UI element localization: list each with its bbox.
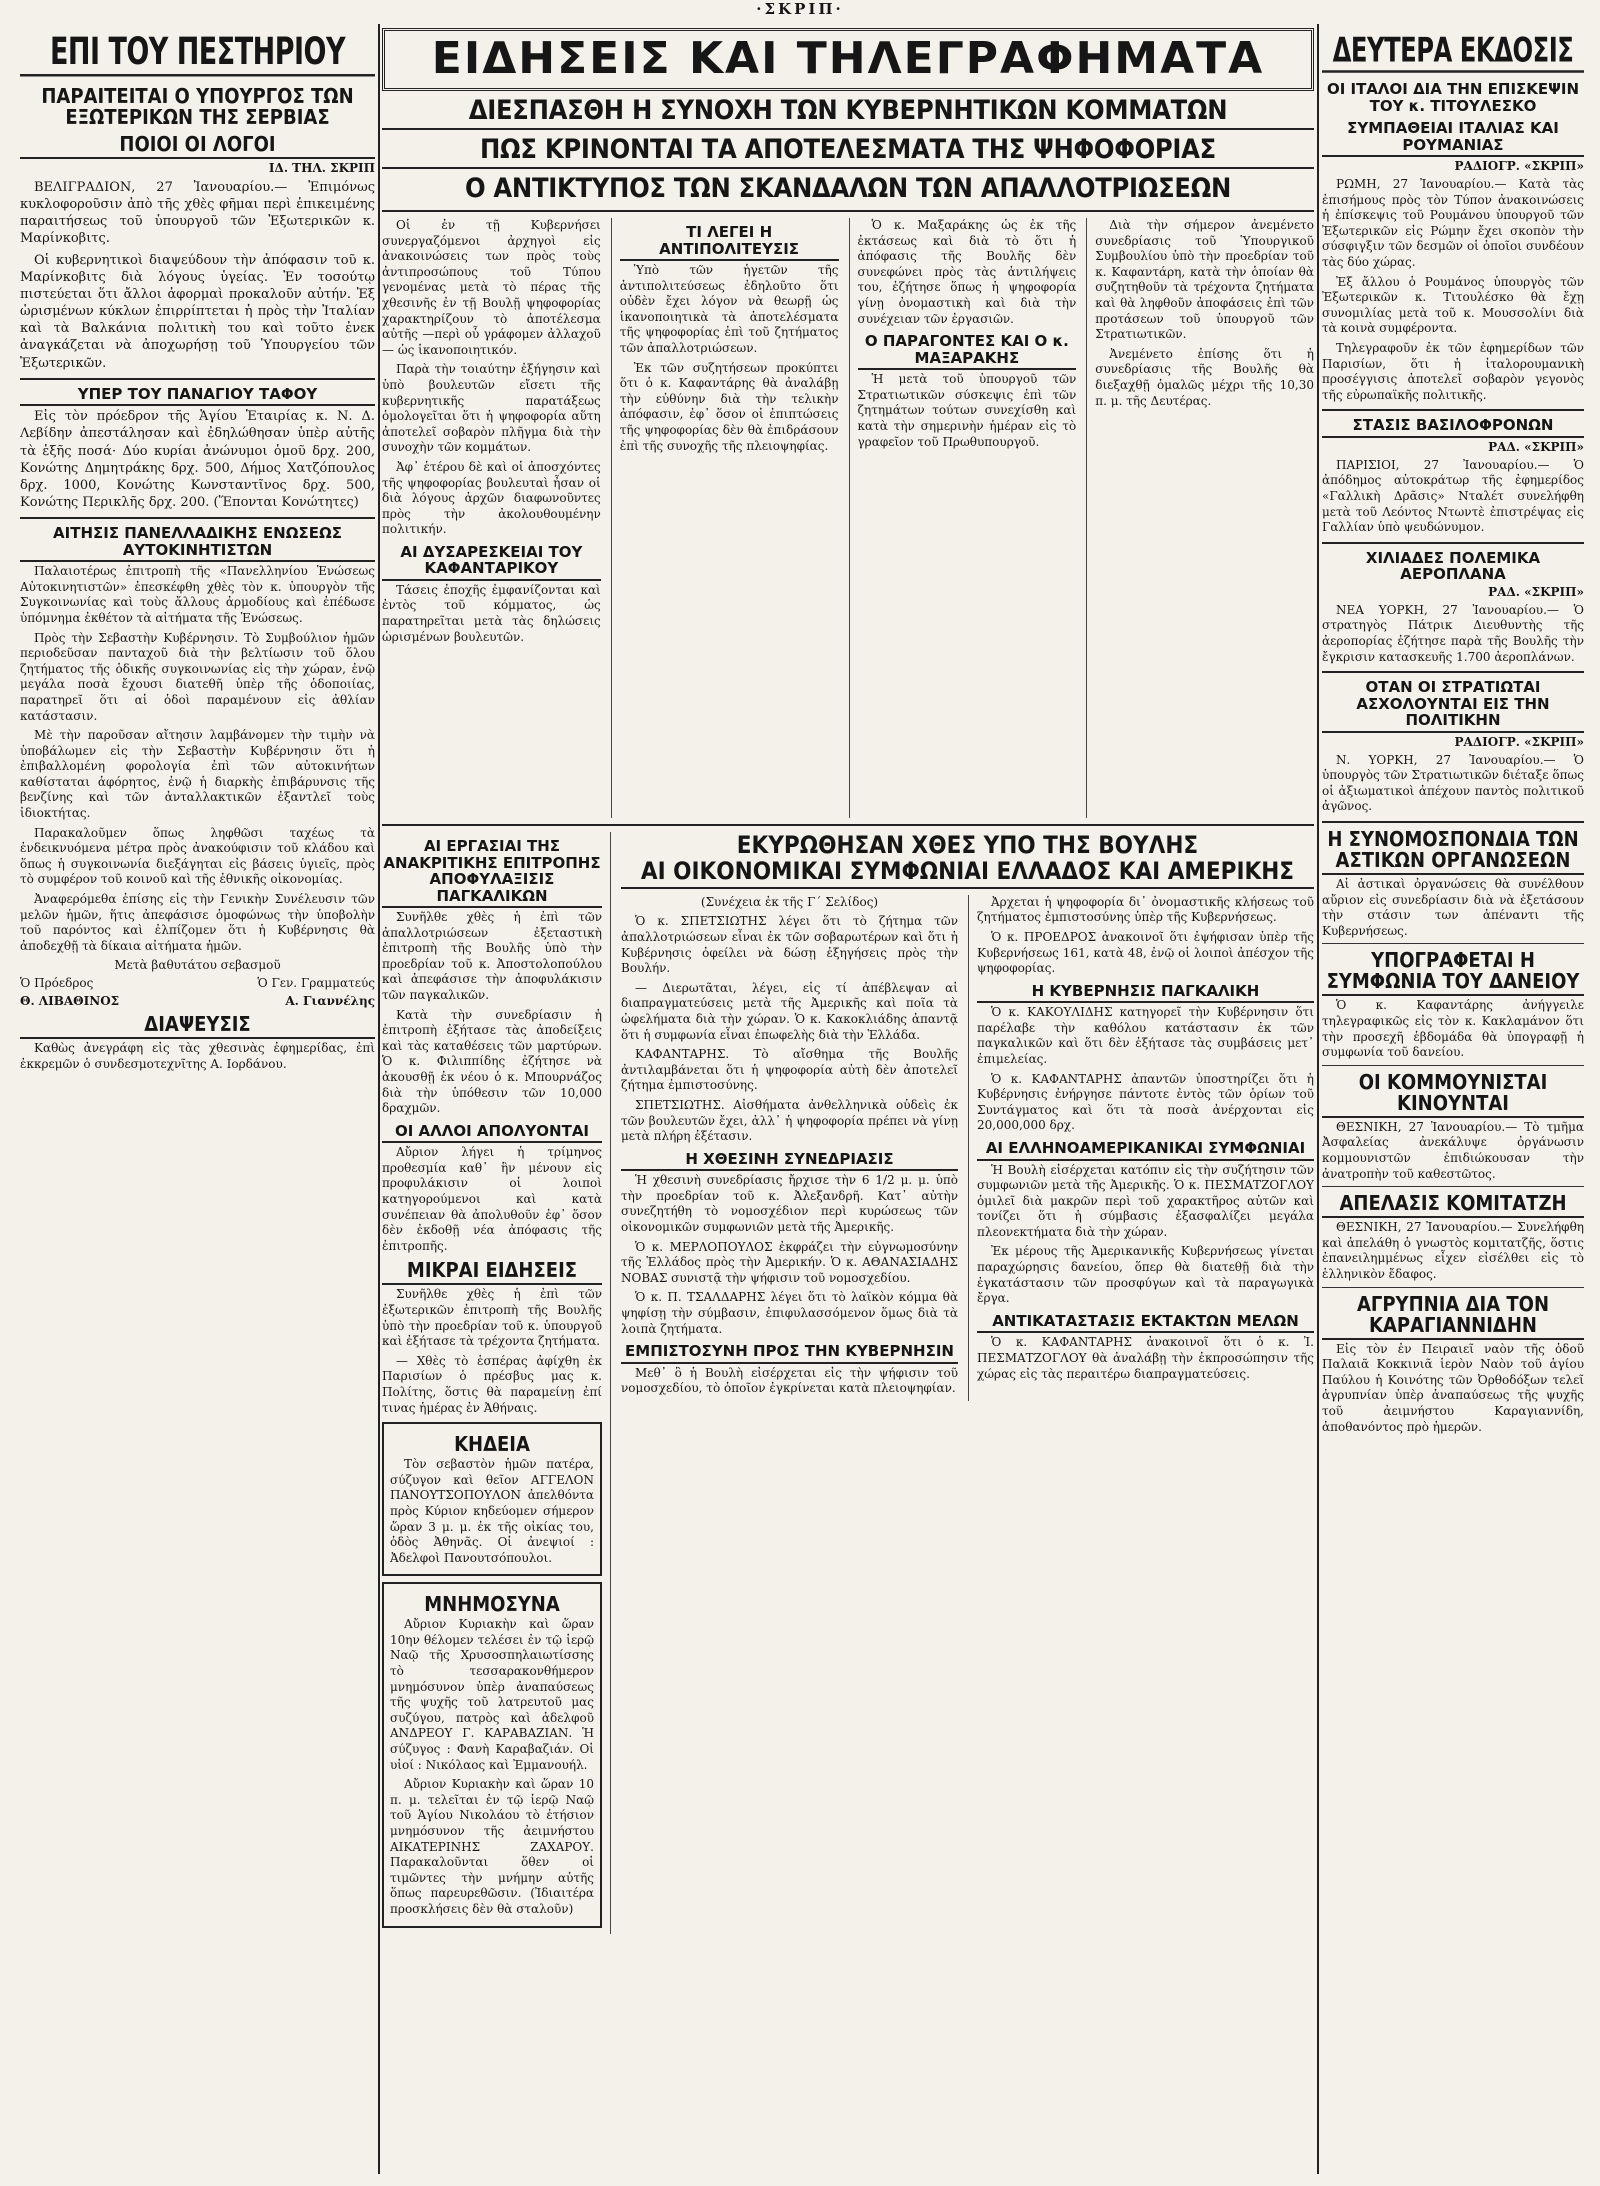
article-paragraph: Καθὼς ἀνεγράφη εἰς τὰς χθεσινὰς ἐφημερίδας, ἐπὶ ἐκκρεμῶν ὁ συνδεσμοτεχνῖτης Α. Ιορδάνου. (20, 1041, 375, 1071)
article-paragraph: Ὁ κ. ΚΑΦΑΝΤΑΡΗΣ ἀπαντῶν ὑποστηρίζει ὅτι ἡ Κυβέρνησις ἐνήργησε πάντοτε ἐντὸς τῶν ὁρίων τοῦ Συντάγματος καὶ ὅτι τὰ ποσὰ ἀνέρχονται εἰς 20,000,000 δρχ. (977, 1071, 1314, 1133)
headline: ΚΗΔΕΙΑ (454, 1432, 530, 1457)
article-paragraph: Εἰς τὸν πρόεδρον τῆς Ἁγίου Ἑταιρίας κ. Ν. Δ. Λεβίδην ἀπεστάλησαν καὶ ἐδηλώθησαν ὑπὲρ αὐτῆς τὰ ἑξῆς ποσά· Δύο κυρίαι ἀνώνυμοι ὁμοῦ δρχ. 200, Κονώτης Δημητράκης δρχ. 500, Δήμος Χατζόπουλος δρχ. 1000, Κονώτης Κωνσταντῖνος δρχ. 500, Κονώτης Περικλῆς δρχ. 200. (Ἕπονται Κονώτητες) (20, 409, 375, 510)
page-name: ·ΣΚΡΙΠ· (756, 0, 844, 18)
text-column (968, 895, 1314, 1401)
article-paragraph: Πρὸς τὴν Σεβαστὴν Κυβέρνησιν. Τὸ Συμβούλιον ἡμῶν περιοδεῦσαν πανταχοῦ διὰ τὴν βελτίωσιν τοῦ ὅλου ζητήματος τῆς ὁδικῆς συγκοινωνίας εἰς τὴν χώραν, ἐνῷ μεγάλα ποσὰ ἔχουσι διατεθῆ ὑπὲρ τῆς ὁδοποιίας, παρατηρεῖ ὅτι αἱ ὁδοὶ παραμένουν εἰς ἀθλίαν κατάστασιν. (20, 630, 375, 723)
divider (1322, 671, 1584, 673)
dateline: ΡΑΔΙΟΓΡ. «ΣΚΡΙΠ» (1454, 159, 1584, 173)
article-paragraph: Ὑπὸ τῶν ἡγετῶν τῆς ἀντιπολιτεύσεως ἐδηλοῦτο ὅτι οὐδὲν ἔχει λόγον νὰ θεωρῇ ὡς ἱκανοποιητικὰ τὰ ἀποτελέσματα τῆς ψηφοφορίας ἐπὶ τοῦ ζητήματος τῶν ἀπαλλοτριώσεων. (619, 263, 839, 355)
subheadline: ΔΙΕΣΠΑΣΘΗ Η ΣΥΝΟΧΗ ΤΩΝ ΚΥΒΕΡΝΗΤΙΚΩΝ ΚΟΜΜΑΤΩΝ (382, 95, 1314, 130)
signature-name: Α. Γιαννέλης (285, 994, 375, 1009)
headline: Ο ΠΑΡΑΓΟΝΤΕΣ ΚΑΙ Ο κ. ΜΑΞΑΡΑΚΗΣ (858, 333, 1077, 370)
article-paragraph: Συνῆλθε χθὲς ἡ ἐπὶ τῶν ἀπαλλοτριώσεων ἐξεταστικὴ ἐπιτροπὴ τῆς Βουλῆς ὑπὸ τὴν προεδρίαν τοῦ κ. Ἀποστολοπούλου καὶ ἀπεφάσισε τὴν ἀποφυλάκισιν τῶν παγκαλικῶν. (382, 910, 602, 1002)
signature-names (20, 994, 375, 1008)
article-paragraph: Ὁ κ. ΣΠΕΤΣΙΩΤΗΣ λέγει ὅτι τὸ ζήτημα τῶν ἀπαλλοτριώσεων εἶναι ἐκ τῶν σοβαρωτέρων καὶ ὅτι ἡ Κυβέρνησις ὀφείλει νὰ δώσῃ ἐξηγήσεις πρὸς τὴν Βουλήν. (621, 914, 958, 976)
signature-title: Ὁ Πρόεδρος (20, 976, 94, 991)
article-paragraph: Ἀρχεται ἡ ψηφοφορία δι᾽ ὀνομαστικῆς κλήσεως τοῦ ζητήματος ἐμπιστοσύνης ὑπὲρ τῆς Κυβερνήσεως. (977, 894, 1314, 925)
middle-column (382, 24, 1314, 2174)
notice-box (382, 1582, 602, 1927)
article-paragraph: ΠΑΡΙΣΙΟΙ, 27 Ἰανουαρίου.— Ὁ ἀπόδημος αὐτοκράτωρ τῆς ἐφημερίδος «Γαλλικὴ Δρᾶσις» Νταλέτ συνελήφθη μετὰ τοῦ Λεόντος Ντωντὲ ἐπιστρέψας εἰς Γαλλίαν ὑπὸ ψευδώνυμον. (1322, 457, 1584, 535)
subheadline: ΠΑΡΑΙΤΕΙΤΑΙ Ο ΥΠΟΥΡΓΟΣ ΤΩΝ ΕΞΩΤΕΡΙΚΩΝ ΤΗΣ ΣΕΡΒΙΑΣ (41, 84, 354, 129)
article-paragraph: — Χθὲς τὸ ἑσπέρας ἀφίχθη ἐκ Παρισίων ὁ πρέσβυς μας κ. Πολίτης, ὅστις θὰ παραμείνῃ ἐπί τινας ἡμέρας ἐν Ἀθήναις. (382, 1353, 602, 1415)
right-column (1322, 24, 1584, 2174)
article-paragraph: Ἡ Βουλὴ εἰσέρχεται κατόπιν εἰς τὴν συζήτησιν τῶν συμφωνιῶν μετὰ τῆς Ἀμερικῆς. Ὁ κ. ΠΕΣΜΑΤΖΟΓΛΟΥ ὁμιλεῖ διὰ μακρῶν περὶ τοῦ χαρακτῆρος αὐτῶν καὶ τονίζει ὅτι ἡ σύμβασις ἐξασφαλίζει μεγάλα πλεονεκτήματα διὰ τὴν χώραν. (977, 1162, 1314, 1239)
masthead (0, 0, 1600, 22)
headline: ΧΙΛΙΑΔΕΣ ΠΟΛΕΜΙΚΑ ΑΕΡΟΠΛΑΝΑ (1365, 548, 1541, 584)
headline: ΑΓΡΥΠΝΙΑ ΔΙΑ ΤΟΝ ΚΑΡΑΓΙΑΝΝΙΔΗΝ (1322, 1294, 1584, 1340)
headline: ΑΙ ΟΙΚΟΝΟΜΙΚΑΙ ΣΥΜΦΩΝΙΑΙ ΕΛΛΑΔΟΣ ΚΑΙ ΑΜΕΡΙΚΗΣ (621, 858, 1314, 888)
signature-titles (20, 976, 375, 990)
headline: ΑΙ ΕΡΓΑΣΙΑΙ ΤΗΣ ΑΝΑΚΡΙΤΙΚΗΣ ΕΠΙΤΡΟΠΗΣ ΑΠΟΦΥΛΑΞΙΣΙΣ ΠΑΓΚΑΛΙΚΩΝ (382, 838, 602, 908)
article-paragraph: ΚΑΦΑΝΤΑΡΗΣ. Τὸ αἴσθημα τῆς Βουλῆς ἀντιλαμβάνεται ὅτι ἡ ψηφοφορία αὐτὴ δὲν ἀποτελεῖ ζήτημα ἐμπιστοσύνης. (621, 1047, 958, 1093)
left-column (20, 24, 375, 2174)
headline: Η ΧΘΕΣΙΝΗ ΣΥΝΕΔΡΙΑΣΙΣ (621, 1151, 958, 1172)
article-paragraph: Ὁ κ. ΚΑΚΟΥΛΙΔΗΣ κατηγορεῖ τὴν Κυβέρνησιν ὅτι παρέλαβε τὴν καθόλου κατάστασιν ἐκ τῶν παγκαλικῶν καὶ ὅτι δὲν ἐξήτασε τὰς συμβάσεις μετ᾽ ἐπιμελείας. (977, 1005, 1314, 1067)
subheadline: ΣΥΜΠΑΘΕΙΑΙ ΙΤΑΛΙΑΣ ΚΑΙ ΡΟΥΜΑΝΙΑΣ (1322, 120, 1584, 157)
subheadline: Ο ΑΝΤΙΚΤΥΠΟΣ ΤΩΝ ΣΚΑΝΔΑΛΩΝ ΤΩΝ ΑΠΑΛΛΟΤΡΙΩΣΕΩΝ (464, 173, 1232, 204)
article-paragraph: Ἀνεμένετο ἐπίσης ὅτι ἡ συνεδρίασις τῆς Βουλῆς θὰ διεξαχθῇ ὁμαλῶς μέχρι τῆς 10,30 π. μ. τῆς Δευτέρας. (1095, 346, 1314, 408)
article-paragraph: Αὔριον λήγει ἡ τρίμηνος προθεσμία καθ᾽ ἣν μένουν εἰς προφυλάκισιν οἱ λοιποὶ κατηγορούμενοι καὶ κατὰ συνέπειαν θὰ ἀπολυθοῦν ἐφ᾽ ὅσον δὲν ἐκδοθῇ νέα ἀπόφασις τῆς ἐπιτροπῆς. (382, 1145, 602, 1253)
article-paragraph: Ὁ κ. Π. ΤΣΑΛΔΑΡΗΣ λέγει ὅτι τὸ λαϊκὸν κόμμα θὰ ψηφίσῃ τὴν σύμβασιν, ἐπιφυλασσόμενον ὅμως διὰ τὰ λοιπὰ ζητήματα. (621, 1290, 958, 1336)
divider (1322, 542, 1584, 544)
headline: ΑΙΤΗΣΙΣ ΠΑΝΕΛΛΑΔΙΚΗΣ ΕΝΩΣΕΩΣ ΑΥΤΟΚΙΝΗΤΙΣΤΩΝ (20, 525, 375, 562)
headline: Η ΚΥΒΕΡΝΗΣΙΣ ΠΑΓΚΑΛΙΚΗ (977, 983, 1314, 1004)
article-paragraph: Μὲ τὴν παροῦσαν αἴτησιν λαμβάνομεν τὴν τιμὴν νὰ ὑποβάλωμεν εἰς τὴν Σεβαστὴν Κυβέρνησιν ὅτι ἡ ἐπιβαλλομένη φορολογία ἐπὶ τῶν αὐτοκινήτων καθίσταται ἀφόρητος, ἐνῷ ἡ διαρκὴς ἐπιβάρυνσις τῆς βενζίνης καὶ τῶν ἀνταλλακτικῶν ἐξαντλεῖ τοὺς ἰδιοκτήτας. (20, 728, 375, 821)
signature-label: Μετὰ βαθυτάτου σεβασμοῦ (114, 958, 281, 973)
text-column (1086, 218, 1314, 818)
headline: ΑΝΤΙΚΑΤΑΣΤΑΣΙΣ ΕΚΤΑΚΤΩΝ ΜΕΛΩΝ (977, 1313, 1314, 1334)
divider (382, 210, 1314, 212)
divider (1322, 1287, 1584, 1288)
divider (20, 517, 375, 519)
article-paragraph: Ὁ κ. ΚΑΦΑΝΤΑΡΗΣ ἀνακοινοῖ ὅτι ὁ κ. Ἰ. ΠΕΣΜΑΤΖΟΓΛΟΥ θὰ ἀναλάβῃ τὴν ἐκπροσώπησιν τῆς χώρας εἰς τὰς περαιτέρω διαπραγματεύσεις. (977, 1335, 1314, 1381)
divider (1322, 409, 1584, 411)
article-paragraph: Ν. ΥΟΡΚΗ, 27 Ἰανουαρίου.— Ὁ ὑπουργὸς τῶν Στρατιωτικῶν διέταξε ὅπως οἱ ἀξιωματικοὶ ἀπέχουν παντὸς πολιτικοῦ ἀγῶνος. (1322, 752, 1584, 814)
notice-box (382, 1422, 602, 1576)
lower-section (382, 832, 1314, 1934)
article-paragraph: Ἡ μετὰ τοῦ ὑπουργοῦ τῶν Στρατιωτικῶν σύσκεψις ἐπὶ τῶν ζητημάτων τούτων συνεχίσθη καὶ κατὰ τὴν σημερινὴν ἡμέραν εἰς τὸ γραφεῖον τοῦ Πρωθυπουργοῦ. (857, 372, 1077, 449)
headline: ΕΚΥΡΩΘΗΣΑΝ ΧΘΕΣ ΥΠΟ ΤΗΣ ΒΟΥΛΗΣ (736, 832, 1199, 859)
headline: ΑΠΕΛΑΣΙΣ ΚΟΜΙΤΑΤΖΗ (1322, 1193, 1584, 1218)
lower-article-columns (621, 895, 1314, 1401)
divider (1322, 943, 1584, 944)
article-paragraph: Ἐκ μέρους τῆς Ἀμερικανικῆς Κυβερνήσεως γίνεται παραχώρησις δανείου, ὅπερ θὰ διατεθῇ διὰ τὴν ἐγκατάστασιν τῶν προσφύγων καὶ τὰ παραγωγικὰ ἔργα. (977, 1244, 1314, 1306)
article-paragraph: Οἱ ἐν τῇ Κυβερνήσει συνεργαζόμενοι ἀρχηγοὶ εἰς ἀνακοινώσεις των πρὸς τοὺς ἀντιπροσώπους τοῦ Τύπου γενομένας μετὰ τὸ πέρας τῆς χθεσινῆς ἐν τῇ Βουλῇ ψηφοφορίας χαρακτηρίζουν τὸ ἀποτέλεσμα αὐτῆς —περὶ οὗ γράφομεν ἀλλαχοῦ— ὡς ἱκανοποιητικόν. (382, 218, 601, 357)
article-paragraph: ΝΕΑ ΥΟΡΚΗ, 27 Ἰανουαρίου.— Ὁ στρατηγὸς Πάτρικ Διευθυντὴς τῆς ἀεροπορίας ἐζήτησε παρὰ τῆς Βουλῆς τὴν ἔγκρισιν κατασκευῆς 1.700 ἀεροπλάνων. (1322, 602, 1584, 664)
signature-title: Ὁ Γεν. Γραμματεύς (257, 976, 375, 991)
top-article-columns (382, 218, 1314, 818)
article-paragraph: Κατὰ τὴν συνεδρίασιν ἡ ἐπιτροπὴ ἐξήτασε τὰς ἀποδείξεις καὶ τὰς καταθέσεις τῶν μαρτύρων. Ὁ κ. Φιλιππίδης ἐζήτησε νὰ ἀκουσθῇ ἐκ νέου ὁ κ. Μπουρνάζος διὰ τὴν ὑπόθεσιν τῶν 10,000 δραχμῶν. (382, 1007, 602, 1116)
text-column (382, 218, 601, 818)
divider (1322, 1186, 1584, 1187)
column-rule (378, 24, 380, 2174)
dateline: ΡΑΔ. «ΣΚΡΙΠ» (1488, 439, 1584, 454)
article-paragraph: Ὁ κ. ΜΕΡΛΟΠΟΥΛΟΣ ἐκφράζει τὴν εὐγνωμοσύνην τῆς Ἑλλάδος πρὸς τὴν Ἀμερικήν. Ὁ κ. ΑΘΑΝΑΣΙΑΔΗΣ ΝΟΒΑΣ συνιστᾷ τὴν ψήφισιν τοῦ νομοσχεδίου. (621, 1239, 958, 1285)
headline: ΥΠΟΓΡΑΦΕΤΑΙ Η ΣΥΜΦΩΝΙΑ ΤΟΥ ΔΑΝΕΙΟΥ (1322, 950, 1584, 996)
section-banner: ΕΙΔΗΣΕΙΣ ΚΑΙ ΤΗΛΕΓΡΑΦΗΜΑΤΑ (382, 28, 1314, 91)
headline: ΥΠΕΡ ΤΟΥ ΠΑΝΑΓΙΟΥ ΤΑΦΟΥ (20, 386, 375, 407)
article-paragraph: Παρακαλοῦμεν ὅπως ληφθῶσι ταχέως τὰ ἐνδεικνυόμενα μέτρα πρὸς ἀνακούφισιν τοῦ κλάδου καὶ ὅπως ἡ συγκοινωνία διεξάγηται εἰς βάσεις ὑγιεῖς, πρὸς τὸ συμφέρον τοῦ κοινοῦ καὶ τῆς ἐθνικῆς οἰκονομίας. (20, 825, 375, 887)
subheadline: ΠΩΣ ΚΡΙΝΟΝΤΑΙ ΤΑ ΑΠΟΤΕΛΕΣΜΑΤΑ ΤΗΣ ΨΗΦΟΦΟΡΙΑΣ (382, 134, 1314, 169)
article-paragraph: Τάσεις ἐποχῆς ἐμφανίζονται καὶ ἐντὸς τοῦ κόμματος, ὡς παρατηρεῖται μετὰ τὰς δηλώσεις ὡρισμένων βουλευτῶν. (382, 582, 601, 644)
divider (382, 824, 1314, 826)
headline: ΕΠΙ ΤΟΥ ΠΕΣΤΗΡΙΟΥ (20, 34, 375, 77)
article-paragraph: ΣΠΕΤΣΙΩΤΗΣ. Αἰσθήματα ἀνθελληνικὰ οὐδεὶς ἐκ τῶν βουλευτῶν ἔχει, ἀλλ᾽ ἡ ψηφοφορία πρέπει νὰ γίνῃ μετὰ πλήρη ἐξέτασιν. (621, 1097, 958, 1144)
headline: Η ΣΥΝΟΜΟΣΠΟΝΔΙΑ ΤΩΝ ΑΣΤΙΚΩΝ ΟΡΓΑΝΩΣΕΩΝ (1322, 829, 1584, 875)
article-paragraph: Διὰ τὴν σήμερον ἀνεμένετο συνεδρίασις τοῦ Ὑπουργικοῦ Συμβουλίου ὑπὸ τὴν προεδρίαν τοῦ κ. Καφαντάρη, κατὰ τὴν ὁποίαν θὰ συζητηθοῦν τὰ τρέχοντα ζητήματα καὶ θὰ ληφθοῦν ἀποφάσεις ἐπὶ τῶν προτάσεων τοῦ ὑπουργοῦ τῶν Στρατιωτικῶν. (1095, 218, 1314, 342)
article-paragraph: ΡΩΜΗ, 27 Ἰανουαρίου.— Κατὰ τὰς ἐπισήμους πρὸς τὸν Τύπον ἀνακοινώσεις ἡ ἐπίσκεψις τοῦ Ρουμάνου ὑπουργοῦ τῶν Ἐξωτερικῶν εἰς Ρώμην ἔχει σκοπὸν τὴν σύσφιγξιν τῶν δεσμῶν οἱ ὁποῖοι συνδέουν τὰς δύο χώρας. (1322, 177, 1584, 269)
headline: ΟΙ ΚΟΜΜΟΥΝΙΣΤΑΙ ΚΙΝΟΥΝΤΑΙ (1322, 1072, 1584, 1118)
dateline: ΡΑΔ. «ΣΚΡΙΠ» (1488, 584, 1584, 599)
lower-right-block (621, 832, 1314, 1934)
article-paragraph: Αἱ ἀστικαὶ ὀργανώσεις θὰ συνέλθουν αὔριον εἰς συνεδρίασιν διὰ νὰ ἐξετάσουν τὴν στάσιν των ἀπέναντι τῆς Κυβερνήσεως. (1322, 877, 1584, 938)
headline: ΑΙ ΔΥΣΑΡΕΣΚΕΙΑΙ ΤΟΥ ΚΑΦΑΝΤΑΡΙΚΟΥ (382, 544, 601, 581)
text-column (621, 895, 958, 1401)
article-paragraph: ΘΕΣΝΙΚΗ, 27 Ἰανουαρίου.— Συνελήφθη καὶ ἀπελάθη ὁ γνωστὸς κομιτατζῆς, ὅστις ἐπανειλημμένως εἶχεν εἰσέλθει εἰς τὸ ἑλληνικὸν ἔδαφος. (1322, 1220, 1584, 1281)
article-paragraph: — Διερωτᾶται, λέγει, εἰς τί ἀπέβλεψαν αἱ διαπραγματεύσεις μετὰ τῆς Ἀμερικῆς καὶ ποῖα τὰ ὠφελήματα διὰ τὴν χώραν. Ὁ κ. Κακοκλιάδης ἀπαντᾷ ὅτι ἡ συμφωνία εἶναι ἐπωφελὴς διὰ τὴν Ἑλλάδα. (621, 980, 958, 1042)
divider (1322, 1065, 1584, 1066)
subheadline: ΠΟΙΟΙ ΟΙ ΛΟΓΟΙ (20, 134, 375, 159)
article-paragraph: Τηλεγραφοῦν ἐκ τῶν ἐφημερίδων τῶν Παρισίων, ὅτι ἡ ἰταλορουμανικὴ προσέγγισις ἀποτελεῖ σοβαρὸν γεγονὸς τῆς εὐρωπαϊκῆς πολιτικῆς. (1322, 340, 1584, 402)
article-paragraph: ΒΕΛΙΓΡΑΔΙΟΝ, 27 Ἰανουαρίου.— Ἐπιμόνως κυκλοφοροῦσιν ἀπὸ τῆς χθὲς φῆμαι περὶ ἐπικειμένης παραιτήσεως τοῦ ὑπουργοῦ τῶν Ἐξωτερικῶν κ. Μαρίνκοβιτς. (20, 180, 375, 247)
article-paragraph: Παρὰ τὴν τοιαύτην ἐξήγησιν καὶ ὑπὸ βουλευτῶν εἴσετι τῆς κυβερνητικῆς παρατάξεως ὁμολογεῖται ὅτι ἡ ψηφοφορία αὕτη ἀποτελεῖ σοβαρὸν πλῆγμα διὰ τὴν συνοχὴν τῶν κομμάτων. (382, 362, 601, 455)
article-paragraph: Αὔριον Κυριακὴν καὶ ὥραν 10ην θέλομεν τελέσει ἐν τῷ ἱερῷ Ναῷ τῆς Χρυσοσπηλαιωτίσσης τὸ τεσσαρακονθήμερον μνημόσυνον ὑπὲρ ἀναπαύσεως τῆς ψυχῆς τοῦ λατρευτοῦ μας συζύγου, πατρὸς καὶ ἀδελφοῦ ΑΝΔΡΕΟΥ Γ. ΚΑΡΑΒΑΖΙΑΝ. Ἡ σύζυγος : Φανὴ Καραβαζιάν. Οἱ υἱοί : Νικόλαος καὶ Ἐμμανουήλ. (390, 1617, 594, 1772)
headline: ΜΝΗΜΟΣΥΝΑ (424, 1592, 560, 1617)
article-paragraph: Συνῆλθε χθὲς ἡ ἐπὶ τῶν ἐξωτερικῶν ἐπιτροπὴ τῆς Βουλῆς ὑπὸ τὴν προεδρίαν τοῦ κ. ὑπουργοῦ καὶ ἐξήτασε τὰ τρέχοντα ζητήματα. (382, 1287, 602, 1349)
article-paragraph: Τὸν σεβαστὸν ἡμῶν πατέρα, σύζυγον καὶ θεῖον ΑΓΓΕΛΟΝ ΠΑΝΟΥΤΣΟΠΟΥΛΟΝ ἀπελθόντα πρὸς Κύριον κηδεύομεν σήμερον ὥραν 3 μ. μ. ἐκ τῆς οἰκίας του, ὁδὸς Ἀθηνᾶς. Οἱ ἀνεψιοί : Ἀδελφοὶ Πανουτσόπουλοι. (390, 1457, 594, 1565)
headline: ΟΙ ΑΛΛΟΙ ΑΠΟΛΥΟΝΤΑΙ (382, 1123, 602, 1144)
text-column (849, 218, 1077, 818)
continuation-note: (Συνέχεια ἐκ τῆς Γ΄ Σελίδος) (700, 894, 879, 909)
article-paragraph: Ὁ κ. Μαξαράκης ὡς ἐκ τῆς ἐκτάσεως καὶ διὰ τὸ ὅτι ἡ ἀπόφασις τῆς Βουλῆς δὲν συνεφώνει πρὸς τὰς ἀντιλήψεις του, ἐζήτησε ὅπως ἡ ψηφοφορία γίνῃ ὀνομαστικὴ καὶ διὰ τὴν συνέχειαν τῶν ἐργασιῶν. (857, 218, 1077, 326)
article-paragraph: Ὁ κ. ΠΡΟΕΔΡΟΣ ἀνακοινοῖ ὅτι ἐψήφισαν ὑπὲρ τῆς Κυβερνήσεως 161, κατὰ 48, ἐνῷ οἱ λοιποὶ ἀπέσχον τῆς ψηφοφορίας. (977, 929, 1314, 976)
headline: ΜΙΚΡΑΙ ΕΙΔΗΣΕΙΣ (382, 1260, 602, 1285)
lower-left-column (382, 832, 611, 1934)
headline: ΔΕΥΤΕΡΑ ΕΚΔΟΣΙΣ (1322, 34, 1584, 73)
headline: ΑΙ ΕΛΛΗΝΟΑΜΕΡΙΚΑΝΙΚΑΙ ΣΥΜΦΩΝΙΑΙ (977, 1140, 1314, 1161)
article-paragraph: Παλαιοτέρως ἐπιτροπὴ τῆς «Πανελληνίου Ἑνώσεως Αὐτοκινητιστῶν» ἐπεσκέφθη χθὲς τὸν κ. ὑπουργὸν τῆς Συγκοινωνίας καὶ τοὺς ἄλλους ἀρμοδίους καὶ ἐπέδωσε ὑπόμνημα ἐκθέτον τὰ αἰτήματα τῆς Ἑνώσεως. (20, 564, 375, 625)
divider (1322, 821, 1584, 823)
dateline: ΙΔ. ΤΗΛ. ΣΚΡΙΠ (268, 161, 375, 175)
article-paragraph: Ὁ κ. Καφαντάρης ἀνήγγειλε τηλεγραφικῶς εἰς τὸν κ. Κακλαμάνον ὅτι τὴν προσεχῆ ἑβδομάδα θὰ ὑπογραφῇ ἡ συμφωνία τοῦ δανείου. (1322, 998, 1584, 1060)
article-paragraph: Μεθ᾽ ὃ ἡ Βουλὴ εἰσέρχεται εἰς τὴν ψήφισιν τοῦ νομοσχεδίου, τὸ ὁποῖον ἐγκρίνεται κατὰ πλειοψηφίαν. (621, 1365, 958, 1396)
article-paragraph: ΘΕΣΝΙΚΗ, 27 Ἰανουαρίου.— Τὸ τμῆμα Ἀσφαλείας ἀνεκάλυψε ὀργάνωσιν κομμουνιστῶν ἐπιδιώκουσαν τὴν ἀνατροπὴν τοῦ καθεστῶτος. (1322, 1119, 1584, 1181)
article-paragraph: Ἐκ τῶν συζητήσεων προκύπτει ὅτι ὁ κ. Καφαντάρης θὰ ἀναλάβῃ τὴν εὐθύνην διὰ τὴν τελικὴν ἀπόφασιν, ἐφ᾽ ὅσον οἱ ἐπιπτώσεις τῆς ψηφοφορίας δὲν θὰ ἐπιδράσουν ἐπὶ τῆς συνοχῆς τῆς πλειοψηφίας. (619, 360, 839, 453)
article-paragraph: Ἐξ ἄλλου ὁ Ρουμάνος ὑπουργὸς τῶν Ἐξωτερικῶν κ. Τιτουλέσκο θὰ ἔχῃ συνομιλίας μετὰ τοῦ κ. Μουσσολίνι διὰ τὰ κοινὰ συμφέροντα. (1322, 274, 1584, 336)
headline: ΕΜΠΙΣΤΟΣΥΝΗ ΠΡΟΣ ΤΗΝ ΚΥΒΕΡΝΗΣΙΝ (621, 1343, 958, 1364)
text-column (611, 218, 839, 818)
headline: ΣΤΑΣΙΣ ΒΑΣΙΛΟΦΡΟΝΩΝ (1322, 417, 1584, 438)
article-paragraph: Οἱ κυβερνητικοὶ διαψεύδουν τὴν ἀπόφασιν τοῦ κ. Μαρίνκοβιτς διὰ λόγους ὑγείας. Ἐν τοσούτῳ πιστεύεται ὅτι ἄλλοι ἀφορμαὶ προκαλοῦν αὐτήν. Ἐξ ὡρισμένων κύκλων ἐπιρρίπτεται ἡ πρὸς τὴν Ἰταλίαν καὶ τὰ Βαλκάνια πολιτικὴ του καὶ τοῦτο ἐνεκ ἀναγκάζεται νὰ ἀποχωρήσῃ τοῦ Ὑπουργείου τῶν Ἐξωτερικῶν. (20, 252, 375, 371)
article-paragraph: Αὔριον Κυριακὴν καὶ ὥραν 10 π. μ. τελεῖται ἐν τῷ ἱερῷ Ναῷ τοῦ Ἁγίου Νικολάου τὸ ἐτήσιον μνημόσυνον τῆς ἀειμνήστου ΑΙΚΑΤΕΡΙΝΗΣ ΖΑΧΑΡΟΥ. Παρακαλοῦνται ὅθεν οἱ τιμῶντες τὴν μνήμην αὐτῆς ὅπως παρευρεθῶσιν. (Ἰδιαιτέρα προσκλήσεις δὲν θὰ σταλοῦν) (390, 1777, 594, 1916)
headline: ΔΙΑΨΕΥΣΙΣ (20, 1014, 375, 1039)
divider (20, 378, 375, 380)
subheadline: ΟΙ ΙΤΑΛΟΙ ΔΙΑ ΤΗΝ ΕΠΙΣΚΕΨΙΝ ΤΟΥ κ. ΤΙΤΟΥΛΕΣΚΟ (1326, 80, 1580, 115)
headline: ΤΙ ΛΕΓΕΙ Η ΑΝΤΙΠΟΛΙΤΕΥΣΙΣ (620, 224, 839, 261)
dateline: ΡΑΔΙΟΓΡ. «ΣΚΡΙΠ» (1454, 734, 1584, 749)
signature-name: Θ. ΛΙΒΑΘΙΝΟΣ (20, 994, 120, 1009)
article-paragraph: Ἡ χθεσινὴ συνεδρίασις ἤρχισε τὴν 6 1/2 μ. μ. ὑπὸ τὴν προεδρίαν τοῦ κ. Ἀλεξανδρῆ. Κατ᾽ αὐτὴν συνεζητήθη τὸ νομοσχέδιον περὶ κυρώσεως τῶν οἰκονομικῶν συμφωνιῶν μετὰ τῆς Ἀμερικῆς. (621, 1173, 958, 1234)
article-paragraph: Εἰς τὸν ἐν Πειραιεῖ ναὸν τῆς ὁδοῦ Παλαιᾶ Κοκκινιᾶ ἱερὸν Ναὸν τοῦ ἁγίου Παύλου ἡ Κοινότης τῶν Ὀρθοδόξων τελεῖ ἀγρυπνίαν ὑπὲρ ἀναπαύσεως τῆς ψυχῆς τοῦ ἀειμνήστου Καραγιαννίδη, ἀποθανόντος πρὸ ἡμερῶν. (1322, 1341, 1584, 1434)
column-rule (1317, 24, 1319, 2174)
article-paragraph: Ἀφ᾽ ἑτέρου δὲ καὶ οἱ ἀποσχόντες τῆς ψηφοφορίας βουλευταὶ ἦσαν οἱ διὰ λόγους ἀρχῶν διαφωνοῦντες πρὸς τὴν ἀκολουθουμένην πολιτικήν. (382, 459, 601, 537)
article-paragraph: Ἀναφερόμεθα ἐπίσης εἰς τὴν Γενικὴν Συνέλευσιν τῶν μελῶν ἡμῶν, ἥτις ἀπεφάσισε ὁμοφώνως τὴν ὑποβολὴν τοῦ παρόντος καὶ ἐλπίζομεν ὅτι ἡ Κυβέρνησις θὰ ἀποδεχθῇ τὰ δίκαια αἰτήματα ἡμῶν. (20, 892, 375, 953)
headline: ΟΤΑΝ ΟΙ ΣΤΡΑΤΙΩΤΑΙ ΑΣΧΟΛΟΥΝΤΑΙ ΕΙΣ ΤΗΝ ΠΟΛΙΤΙΚΗΝ (1322, 679, 1584, 733)
